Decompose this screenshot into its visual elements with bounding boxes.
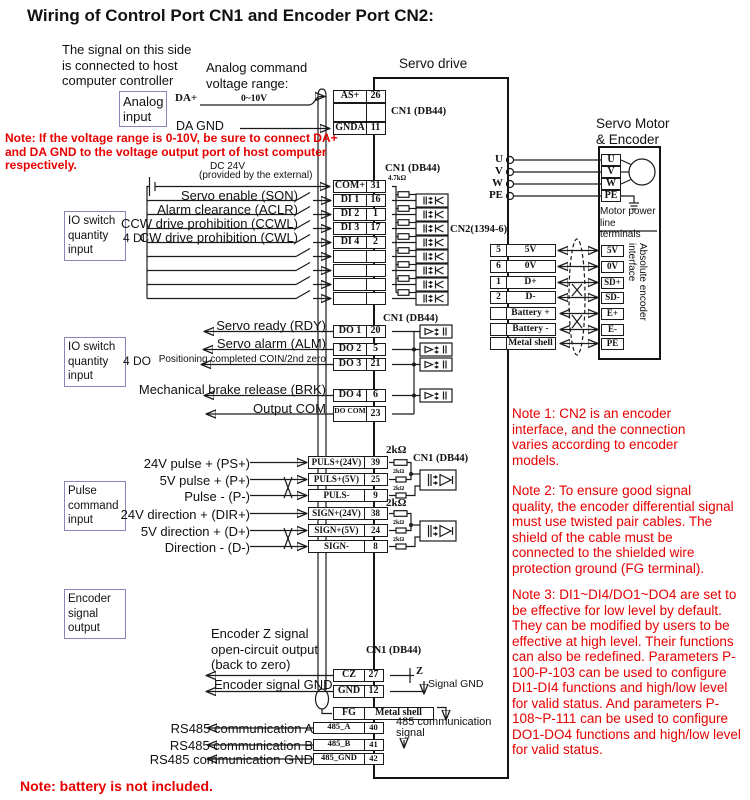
da-gnd-label: DA GND — [176, 119, 224, 133]
cn1-do-row — [333, 406, 386, 422]
do-signal-label: Output COM — [253, 400, 326, 416]
di-signal-label: CCW drive prohibition (CCWL) — [121, 216, 298, 231]
cn1-rs485-row — [313, 722, 384, 734]
cn1-do-cell: 6 — [366, 389, 386, 402]
cn1-do-cell: DO 2 — [333, 343, 367, 356]
cn1-do-cell: DO 4 — [333, 389, 367, 402]
cn1-do-cell: 5 — [366, 343, 386, 356]
cn1-pulse-row — [308, 456, 388, 469]
cn1-di-cell: DI 1 — [333, 194, 367, 207]
cn1-pulse-cell: 25 — [364, 473, 388, 486]
do-group-panel: IO switch quantity input — [64, 337, 126, 387]
cn1-rs485-cell: 42 — [364, 753, 384, 765]
cn2-cell: 5 — [490, 244, 507, 257]
cn1-pulse-row — [308, 507, 388, 520]
cn1-cz-cell: GND — [333, 685, 365, 698]
cn1-di-cell — [333, 250, 367, 263]
do-signal-label: Mechanical brake release (BRK) — [138, 382, 326, 397]
absolute-encoder-label: Absolute encoder interface — [626, 243, 648, 321]
do-count-tag: 4 DO — [123, 354, 152, 368]
cn2-cell: D+ — [506, 276, 556, 289]
cn2-cell: 2 — [490, 291, 507, 304]
drive-terminal-label: V — [495, 165, 503, 177]
cn1-do-cell: 21 — [366, 358, 386, 371]
cn1-di-row — [333, 194, 386, 207]
motor-encoder-row — [601, 245, 624, 257]
motor-encoder-cell: SD- — [601, 292, 624, 304]
cn1-analog-cell: AS+ — [333, 90, 367, 103]
cn2-cell: D- — [506, 291, 556, 304]
cn1-di-cell: DI 4 — [333, 236, 367, 249]
pulse-resistor-small-value: 2kΩ — [393, 536, 405, 543]
cn1-label: CN1 (DB44) — [413, 453, 469, 464]
dc24v-sub-label: (provided by the external) — [199, 170, 313, 181]
cn1-di-cell: 2 — [366, 236, 386, 249]
motor-power-label: Motor power line terminals — [600, 206, 656, 240]
cn1-pulse-row — [308, 473, 388, 486]
motor-encoder-cell: 0V — [601, 261, 624, 273]
cn1-di-cell: 16 — [366, 194, 386, 207]
dc24v-label: DC 24V — [210, 161, 246, 172]
cn1-analog-cell — [333, 103, 367, 122]
cn2-cell: 6 — [490, 260, 507, 273]
cn1-do-cell: DO 1 — [333, 325, 367, 338]
rs485-label: RS485 communication A — [170, 721, 313, 736]
cn1-di-cell: 31 — [366, 180, 386, 193]
pulse-signal-label: 5V direction + (D+) — [140, 523, 250, 539]
cn1-label: CN1 (DB44) — [391, 106, 447, 117]
drive-terminal-label: PE — [488, 189, 503, 201]
motor-title: Servo Motor & Encoder — [596, 116, 670, 147]
cn1-di-cell — [333, 278, 367, 291]
pulse-resistor-small-value: 2kΩ — [393, 469, 405, 475]
analog-input-panel: Analog input — [119, 91, 167, 127]
pulse-signal-label: 24V direction + (DIR+) — [120, 506, 250, 522]
cn1-pulse-cell: 9 — [364, 489, 388, 502]
cn2-cell: 0V — [506, 260, 556, 273]
motor-power-wires — [507, 157, 602, 200]
rs485-label: RS485 communication B — [169, 738, 313, 753]
cn1-analog-cell — [366, 103, 386, 122]
cn1-do-cell: DO COM — [333, 406, 367, 422]
da-plus-label: DA+ — [175, 92, 198, 104]
cn1-cz-cell: 12 — [364, 685, 384, 698]
cn1-rs485-cell: 485_A — [313, 722, 365, 734]
cn1-fg-cell: Metal shell — [364, 707, 434, 720]
cn2-cell: Metal shell — [506, 337, 556, 350]
cn1-cz-cell: CZ — [333, 669, 365, 682]
encoder-gnd-label: Encoder signal GND — [214, 677, 333, 692]
cn1-di-cell — [333, 292, 367, 305]
motor-power-cell: PE — [601, 190, 621, 202]
encoder-z-note: Encoder Z signal open-circuit output (back to zero) — [211, 626, 318, 672]
cn1-di-cell: COM+ — [334, 180, 366, 191]
servo-drive-label: Servo drive — [399, 56, 468, 71]
battery-note: Note: battery is not included. — [20, 778, 213, 794]
cn1-rs485-cell: 41 — [364, 739, 384, 751]
cn2-row — [490, 337, 556, 350]
motor-symbol — [621, 159, 655, 185]
encoder-group-panel: Encoder signal output — [64, 589, 126, 639]
cn1-do-row — [333, 358, 386, 371]
di-signal-label: Servo enable (SON) — [180, 188, 298, 203]
cn1-cz-cell: 27 — [364, 669, 384, 682]
cn1-cz-row — [333, 669, 384, 682]
cn1-di-cell — [366, 292, 386, 305]
cn1-pulse-row — [308, 540, 388, 553]
cn1-di-cell: 1 — [366, 208, 386, 221]
motor-encoder-cell: PE — [601, 338, 624, 350]
motor-power-cell: U — [601, 154, 621, 166]
pulse-signal-label: 5V pulse + (P+) — [159, 472, 250, 488]
signal-gnd-label: Signal GND — [428, 678, 484, 690]
cn1-di-cell — [366, 264, 386, 277]
cn1-analog-cell: 26 — [366, 90, 386, 103]
drive-terminal-label: U — [495, 153, 503, 165]
motor-power-row — [601, 190, 621, 202]
cn1-di-row — [333, 222, 386, 235]
cn1-di-cell — [333, 264, 367, 277]
analog-range-note: Analog command voltage range: — [206, 60, 308, 91]
comm-signal-label: 485 communication signal — [396, 716, 492, 739]
rs485-label: RS485 communication GND — [149, 752, 313, 767]
cn1-analog-row — [333, 103, 386, 122]
pulse-resistor-small-value: 2kΩ — [393, 485, 405, 492]
cn1-pulse-row — [308, 524, 388, 537]
cn1-rs485-row — [313, 753, 384, 765]
cn1-do-cell: 20 — [366, 325, 386, 338]
cn1-rs485-cell: 485_B — [313, 739, 365, 751]
cn1-di-row — [333, 264, 386, 277]
cn1-di-cell: DI 2 — [333, 208, 367, 221]
motor-power-cell: W — [601, 178, 621, 190]
cn1-do-cell: 23 — [366, 406, 386, 422]
cn1-analog-cell: 11 — [366, 122, 386, 135]
motor-power-row — [601, 178, 621, 190]
cn1-di-row — [333, 208, 386, 221]
cn2-row — [490, 276, 556, 289]
cn1-di-cell — [366, 250, 386, 263]
motor-encoder-row — [601, 292, 624, 304]
note-3: Note 3: DI1~DI4/DO1~DO4 are set to be effective for low level by default. They can be modified by users to be effective at high level. Their functions can also be redefined. Parameters P-100-P-103 can be used to configure DI1-DI4 functions and high/low level for valid status. And parameters P-108~P-111 can be used to configure DO1-DO4 functions and high/low level for valid status. — [512, 587, 741, 757]
cn2-cell: Battery + — [506, 307, 556, 320]
do-signal-label: Servo alarm (ALM) — [216, 336, 326, 351]
cn1-pulse-cell: 24 — [364, 524, 388, 537]
cn1-do-row — [333, 343, 386, 356]
cn1-do-row — [333, 325, 386, 338]
pulse-resistor-value: 2kΩ — [386, 444, 407, 456]
di-resistor-value: 4.7kΩ — [388, 173, 407, 182]
cn2-cell — [490, 337, 507, 350]
cn1-di-cell: 17 — [366, 222, 386, 235]
motor-power-row — [601, 166, 621, 178]
cn1-di-cell: DI 3 — [333, 222, 367, 235]
motor-encoder-row — [601, 338, 624, 350]
motor-encoder-row — [601, 308, 624, 320]
cn1-di-row — [333, 180, 386, 193]
pulse-resistor-value: 2kΩ — [386, 497, 407, 509]
cn2-row — [490, 291, 556, 304]
motor-encoder-cell: 5V — [601, 245, 624, 257]
cn1-label: CN1 (DB44) — [383, 313, 439, 324]
pulse-group-panel: Pulse command input — [64, 481, 126, 531]
voltage-warning-note: Note: If the voltage range is 0-10V, be sure to connect DA+ and DA GND to the voltage output port of host computer respectively. — [5, 131, 338, 172]
cn1-analog-cell: GNDA — [333, 122, 367, 135]
do-signal-label: Servo ready (RDY) — [216, 318, 326, 333]
note-2: Note 2: To ensure good signal quality, the encoder differential signal must use twisted pair cables. The shield of the cable must be connected to the shielded wire protection ground (FG terminal). — [512, 483, 734, 576]
motor-encoder-cell: E+ — [601, 308, 624, 320]
cn1-di-row — [333, 292, 386, 305]
cn1-cz-row — [333, 685, 384, 698]
di-count-tag: 4 DI — [123, 231, 146, 245]
cn1-rs485-cell: 40 — [364, 722, 384, 734]
motor-encoder-row — [601, 261, 624, 273]
cn1-di-row — [333, 278, 386, 291]
cn2-cell: 1 — [490, 276, 507, 289]
cn1-pulse-cell: 39 — [364, 456, 388, 469]
cn1-pulse-cell: SIGN+(24V) — [308, 507, 365, 520]
host-side-note: The signal on this side is connected to host computer controller — [62, 42, 192, 88]
cn2-label: CN2(1394-6) — [450, 224, 508, 235]
pulse-signal-label: Pulse - (P-) — [184, 488, 250, 504]
pulse-resistor-small-value: 2kΩ — [393, 520, 405, 526]
cn2-cell: Battery - — [506, 323, 556, 336]
cn2-row — [490, 307, 556, 320]
cn2-row — [490, 323, 556, 336]
z-signal-label: Z — [416, 666, 424, 677]
cn1-label: CN1 (DB44) — [366, 645, 422, 656]
pulse-signal-label: Direction - (D-) — [164, 539, 250, 555]
cn1-do-row — [333, 389, 386, 402]
cn1-rs485-row — [313, 739, 384, 751]
page-title: Wiring of Control Port CN1 and Encoder Port CN2: — [27, 6, 434, 25]
cn1-pulse-cell: PULS- — [308, 489, 365, 502]
cn1-di-row — [333, 236, 386, 249]
cn2-row — [490, 260, 556, 273]
do-signal-label: Positioning completed COIN/2nd zero — [158, 353, 326, 365]
cn1-pulse-cell: 38 — [364, 507, 388, 520]
motor-power-row — [601, 154, 621, 166]
cn2-cell — [490, 323, 507, 336]
di-signal-label: Alarm clearance (ACLR) — [157, 202, 298, 217]
voltage-range-label: 0~10V — [241, 94, 268, 104]
motor-encoder-row — [601, 324, 624, 336]
cn2-cell — [490, 307, 507, 320]
cn1-di-row — [333, 250, 386, 263]
cn1-pulse-cell: SIGN+(5V) — [308, 524, 365, 537]
cn1-fg-cell: FG — [333, 707, 365, 720]
cn1-di-cell — [366, 278, 386, 291]
cn1-do-cell: DO 3 — [333, 358, 367, 371]
cn1-rs485-cell: 485_GND — [313, 753, 365, 765]
motor-power-cell: V — [601, 166, 621, 178]
cn1-pulse-cell: PULS+(24V) — [308, 456, 365, 469]
motor-encoder-cell: E- — [601, 324, 624, 336]
motor-encoder-cell: SD+ — [601, 277, 624, 289]
di-signal-label: CW drive prohibition (CWL) — [139, 230, 298, 245]
cn1-pulse-cell: PULS+(5V) — [308, 473, 365, 486]
cn1-label: CN1 (DB44) — [385, 163, 441, 174]
note-1: Note 1: CN2 is an encoder interface, and the connection varies according to encoder models. — [512, 406, 686, 468]
pulse-signal-label: 24V pulse + (PS+) — [143, 455, 250, 471]
di-group-panel: IO switch quantity input — [64, 211, 126, 261]
cn2-row — [490, 244, 556, 257]
cn1-pulse-cell: SIGN- — [308, 540, 365, 553]
drive-terminal-label: W — [492, 177, 503, 189]
cn1-pulse-cell: 8 — [364, 540, 388, 553]
cn1-analog-row — [333, 90, 386, 103]
cn2-cell: 5V — [506, 244, 556, 257]
motor-encoder-row — [601, 277, 624, 289]
cn1-pulse-row — [308, 489, 388, 502]
